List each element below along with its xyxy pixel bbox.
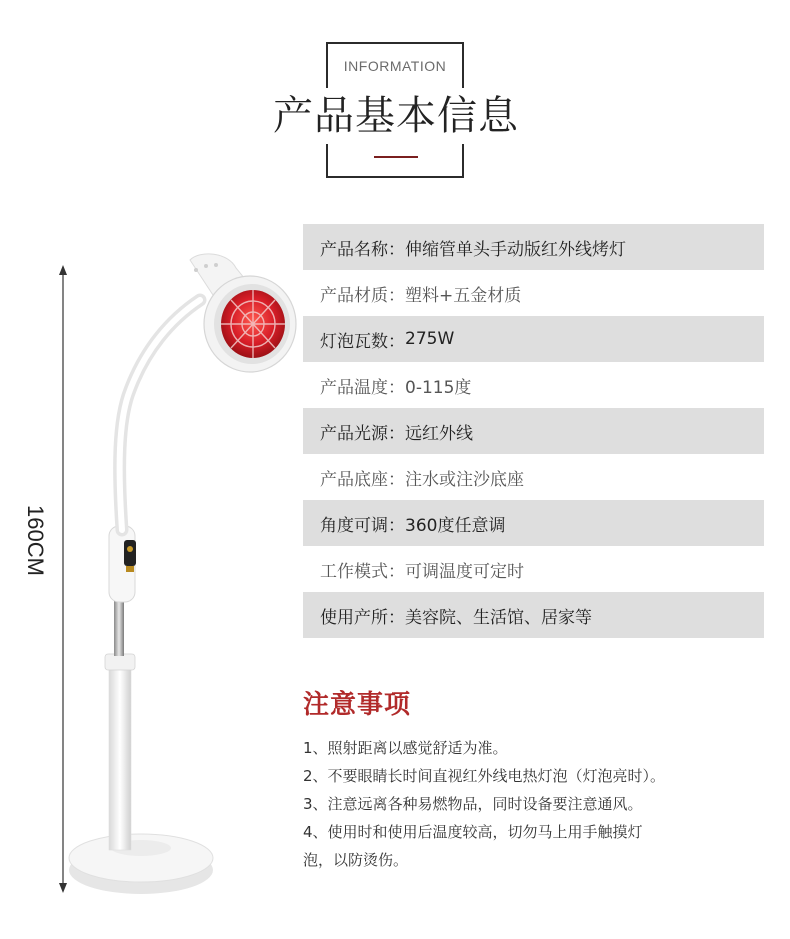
spec-row-angle [303, 500, 764, 546]
header-accent-line [374, 156, 418, 158]
spec-row-wattage [303, 316, 764, 362]
lamp-illustration [0, 200, 300, 930]
lamp-head [190, 254, 296, 372]
lamp-metal-tube [114, 600, 124, 656]
spec-row-name [303, 224, 764, 270]
spec-label: 灯泡瓦数： [320, 331, 405, 352]
spec-label: 产品温度： [320, 377, 405, 398]
note-item: 3、注意远离各种易燃物品，同时设备要注意通风。 [303, 795, 643, 813]
spec-value: 美容院、生活馆、居家等 [405, 607, 592, 628]
spec-value: 可调温度可定时 [405, 561, 524, 582]
lamp-collar [105, 654, 135, 670]
notes-title: 注意事项 [303, 690, 412, 720]
spec-label: 产品底座： [320, 469, 405, 490]
lamp-switch-housing [109, 526, 136, 602]
spec-label: 使用产所： [320, 607, 405, 628]
note-item-text: 4、使用时和使用后温度较高，切勿马上用手触摸灯 [303, 823, 643, 841]
spec-row-temperature [303, 362, 764, 408]
height-dimension-arrow [59, 265, 67, 893]
spec-label: 产品名称： [320, 239, 405, 260]
height-label: 160CM [23, 505, 48, 576]
notes-list [303, 738, 773, 878]
spec-label: 产品光源： [320, 423, 405, 444]
spec-value: 远红外线 [405, 423, 473, 444]
spec-row-base [303, 454, 764, 500]
spec-value: 伸缩管单头手动版红外线烤灯 [405, 239, 626, 260]
spec-row-material [303, 270, 764, 316]
spec-row-light-source [303, 408, 764, 454]
lamp-base [69, 834, 213, 894]
note-item [303, 822, 773, 870]
spec-value: 塑料+五金材质 [405, 285, 522, 306]
note-item-continuation: 泡，以防烫伤。 [303, 851, 409, 869]
page-title: 产品基本信息 [273, 93, 519, 139]
note-item: 1、照射距离以感觉舒适为准。 [303, 739, 508, 757]
note-item: 2、不要眼睛长时间直视红外线电热灯泡（灯泡亮时）。 [303, 767, 666, 785]
spec-row-usage-places [303, 592, 764, 638]
spec-value: 275W [405, 329, 455, 349]
spec-value: 0-115度 [405, 377, 472, 398]
lamp-lower-pole [109, 654, 131, 850]
spec-label: 角度可调： [320, 515, 405, 536]
spec-label: 产品材质： [320, 285, 405, 306]
spec-row-mode [303, 546, 764, 592]
spec-value: 注水或注沙底座 [405, 469, 524, 490]
spec-value: 360度任意调 [405, 515, 506, 536]
spec-label: 工作模式： [320, 561, 405, 582]
header-subtitle: INFORMATION [343, 58, 447, 74]
spec-table [303, 224, 764, 638]
